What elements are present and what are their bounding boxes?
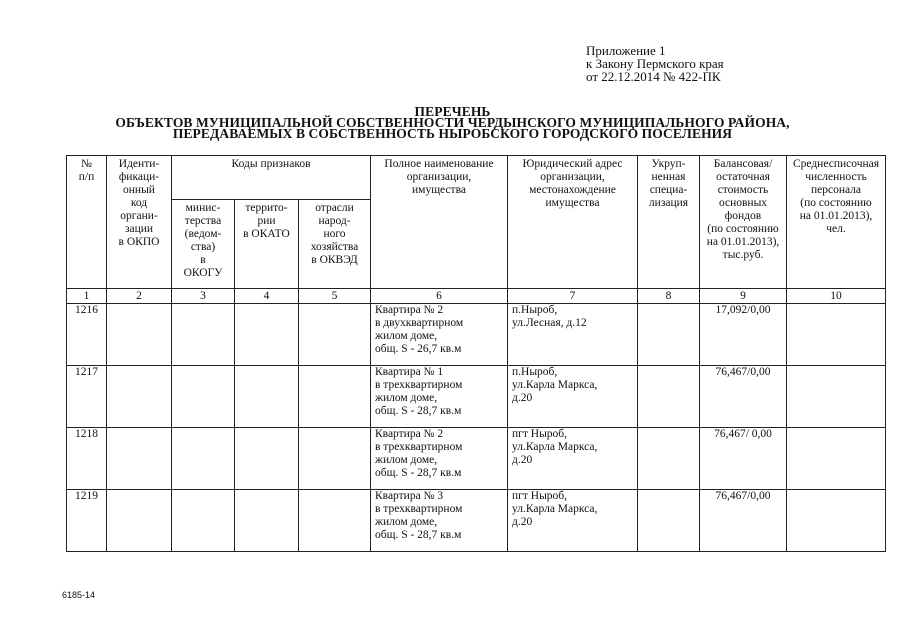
cell-text-line: остаточная	[716, 171, 770, 183]
cell-okogu	[172, 366, 235, 428]
column-number: 7	[508, 289, 638, 304]
cell-text-line: п.Ныроб,	[512, 304, 558, 316]
cell-okogu	[172, 304, 235, 366]
cell-specialization	[638, 490, 700, 552]
cell-balance: 76,467/0,00	[700, 490, 787, 552]
cell-text-line: фондов	[724, 210, 762, 222]
cell-okved	[299, 490, 371, 552]
cell-text-line: Среднесписочная	[792, 158, 880, 170]
cell-specialization	[638, 304, 700, 366]
cell-okato	[235, 366, 299, 428]
cell-text-line: д.20	[512, 392, 533, 404]
cell-text-line: Квартира № 1	[375, 366, 444, 378]
cell-text-line: в трехквартирном	[375, 441, 463, 453]
cell-property-name	[371, 428, 508, 490]
cell-text-line: организации,	[540, 171, 605, 183]
cell-address	[508, 428, 638, 490]
cell-text-line: п.Ныроб,	[512, 366, 558, 378]
cell-okpo	[107, 428, 172, 490]
cell-text-line: Полное наименование	[384, 158, 494, 170]
title-line-2: ОБЪЕКТОВ МУНИЦИПАЛЬНОЙ СОБСТВЕННОСТИ ЧЕРДЫНСКОГО МУНИЦИПАЛЬНОГО РАЙОНА,	[115, 115, 790, 130]
cell-text-line: имущества	[545, 197, 600, 209]
cell-text-line: в трехквартирном	[375, 503, 463, 515]
cell-text-line: отрасли	[315, 202, 354, 214]
column-number: 2	[107, 289, 172, 304]
title-line-3: ПЕРЕДАВАЕМЫХ В СОБСТВЕННОСТЬ НЫРОБСКОГО ГОРОДСКОГО ПОСЕЛЕНИЯ	[172, 126, 733, 141]
cell-text-line: лизация	[648, 197, 689, 209]
cell-text-line: Юридический адрес	[522, 158, 623, 170]
cell-text-line: тыс.руб.	[722, 249, 764, 261]
cell-text-line: в ОКВЭД	[311, 254, 358, 266]
cell-text-line: общ. S - 28,7 кв.м	[375, 529, 462, 541]
cell-staff	[787, 304, 886, 366]
cell-text-line: ул.Карла Маркса,	[512, 379, 598, 391]
header-num	[67, 156, 107, 289]
cell-okved	[299, 366, 371, 428]
cell-text-line: онный	[123, 184, 155, 196]
title-line-1: ПЕРЕЧЕНЬ	[414, 104, 491, 119]
cell-text-line: минис-	[185, 202, 221, 214]
column-number: 1	[67, 289, 107, 304]
footer-code: 6185-14	[62, 590, 96, 600]
row-number: 1217	[67, 366, 107, 428]
cell-specialization	[638, 428, 700, 490]
column-numbers-row	[67, 289, 886, 304]
header-specialization	[638, 156, 700, 289]
cell-address	[508, 366, 638, 428]
cell-text-line: общ. S - 26,7 кв.м	[375, 343, 462, 355]
table-body	[67, 304, 886, 552]
cell-text-line: (ведом-	[184, 228, 222, 240]
cell-text-line: в	[200, 254, 206, 266]
cell-text-line: пгт Ныроб,	[512, 490, 568, 502]
cell-text-line: Иденти-	[118, 158, 160, 170]
cell-address	[508, 304, 638, 366]
cell-text-line: Балансовая/	[713, 158, 773, 170]
cell-text-line: рии	[257, 215, 276, 227]
header-staff	[787, 156, 886, 289]
cell-okved	[299, 428, 371, 490]
cell-text-line: терства	[184, 215, 222, 227]
cell-text-line: Квартира № 2	[375, 304, 444, 316]
cell-text-line: ул.Лесная, д.12	[512, 317, 587, 329]
cell-text-line: в ОКАТО	[243, 228, 290, 240]
cell-staff	[787, 490, 886, 552]
cell-text-line: п/п	[78, 171, 95, 183]
cell-text-line: в двухквартирном	[375, 317, 464, 329]
header-okogu	[172, 200, 235, 289]
cell-text-line: в ОКПО	[118, 236, 160, 248]
cell-okpo	[107, 490, 172, 552]
cell-balance: 76,467/0,00	[700, 366, 787, 428]
cell-text-line: имущества	[412, 184, 466, 196]
cell-text-line: общ. S - 28,7 кв.м	[375, 405, 462, 417]
property-register-table	[66, 155, 886, 552]
column-number: 5	[299, 289, 371, 304]
cell-text-line: код	[130, 197, 148, 209]
cell-property-name	[371, 304, 508, 366]
cell-okogu	[172, 428, 235, 490]
annex-reference	[586, 44, 724, 83]
cell-text-line: фикаци-	[118, 171, 160, 183]
column-number: 9	[700, 289, 787, 304]
cell-text-line: основных	[718, 197, 768, 209]
cell-text-line: (по состоянию	[800, 197, 872, 209]
annex-line-3: от 22.12.2014 № 422-ПК	[586, 69, 721, 84]
cell-text-line: численность	[805, 171, 867, 183]
column-number: 3	[172, 289, 235, 304]
cell-okato	[235, 490, 299, 552]
header-row-top	[67, 156, 886, 200]
cell-address	[508, 490, 638, 552]
column-number: 10	[787, 289, 886, 304]
cell-text-line: Укруп-	[651, 158, 686, 170]
cell-okpo	[107, 366, 172, 428]
cell-text-line: хозяйства	[310, 241, 359, 253]
cell-text-line: организации,	[406, 171, 472, 183]
table-row	[67, 304, 886, 366]
cell-text-line: ного	[323, 228, 346, 240]
cell-text-line: д.20	[512, 454, 533, 466]
cell-text-line: специа-	[649, 184, 688, 196]
table-row	[67, 428, 886, 490]
cell-okpo	[107, 304, 172, 366]
row-number: 1216	[67, 304, 107, 366]
cell-text-line: стоимость	[717, 184, 769, 196]
annex-line-2: к Закону Пермского края	[586, 56, 724, 71]
cell-text-line: террито-	[245, 202, 288, 214]
column-number: 6	[371, 289, 508, 304]
cell-text-line: жилом доме,	[375, 392, 438, 404]
cell-text-line: в трехквартирном	[375, 379, 463, 391]
cell-specialization	[638, 366, 700, 428]
annex-line-1: Приложение 1	[586, 43, 666, 58]
cell-text-line: ОКОГУ	[183, 267, 223, 279]
cell-okogu	[172, 490, 235, 552]
cell-text-line: ненная	[651, 171, 686, 183]
header-okved	[299, 200, 371, 289]
row-number: 1218	[67, 428, 107, 490]
cell-text-line: жилом доме,	[375, 516, 438, 528]
cell-text-line: зации	[124, 223, 154, 235]
cell-text-line: общ. S - 28,7 кв.м	[375, 467, 462, 479]
header-codes-group: Коды признаков	[172, 156, 371, 200]
header-okato	[235, 200, 299, 289]
cell-text-line: Квартира № 3	[375, 490, 444, 502]
cell-text-line: (по состоянию	[707, 223, 779, 235]
cell-text-line: на 01.01.2013),	[706, 236, 780, 248]
cell-okved	[299, 304, 371, 366]
header-balance	[700, 156, 787, 289]
cell-property-name	[371, 366, 508, 428]
cell-text-line: д.20	[512, 516, 533, 528]
cell-staff	[787, 428, 886, 490]
row-number: 1219	[67, 490, 107, 552]
cell-balance: 17,092/0,00	[700, 304, 787, 366]
cell-okato	[235, 304, 299, 366]
cell-staff	[787, 366, 886, 428]
cell-text-line: №	[81, 158, 92, 170]
cell-okato	[235, 428, 299, 490]
header-name	[371, 156, 508, 289]
cell-text-line: чел.	[826, 223, 846, 235]
cell-text-line: жилом доме,	[375, 454, 438, 466]
cell-text-line: органи-	[120, 210, 158, 222]
cell-property-name	[371, 490, 508, 552]
cell-text-line: ул.Карла Маркса,	[512, 441, 598, 453]
cell-text-line: ства)	[190, 241, 216, 253]
cell-text-line: жилом доме,	[375, 330, 438, 342]
cell-text-line: ул.Карла Маркса,	[512, 503, 598, 515]
cell-text-line: Квартира № 2	[375, 428, 444, 440]
cell-text-line: на 01.01.2013),	[799, 210, 873, 222]
header-okpo	[107, 156, 172, 289]
table-row	[67, 366, 886, 428]
document-title	[0, 106, 905, 139]
table-row	[67, 490, 886, 552]
cell-text-line: персонала	[810, 184, 862, 196]
cell-text-line: местонахождение	[529, 184, 616, 196]
cell-text-line: пгт Ныроб,	[512, 428, 568, 440]
column-number: 4	[235, 289, 299, 304]
column-number: 8	[638, 289, 700, 304]
header-address	[508, 156, 638, 289]
cell-text-line: народ-	[318, 215, 351, 227]
cell-balance: 76,467/ 0,00	[700, 428, 787, 490]
